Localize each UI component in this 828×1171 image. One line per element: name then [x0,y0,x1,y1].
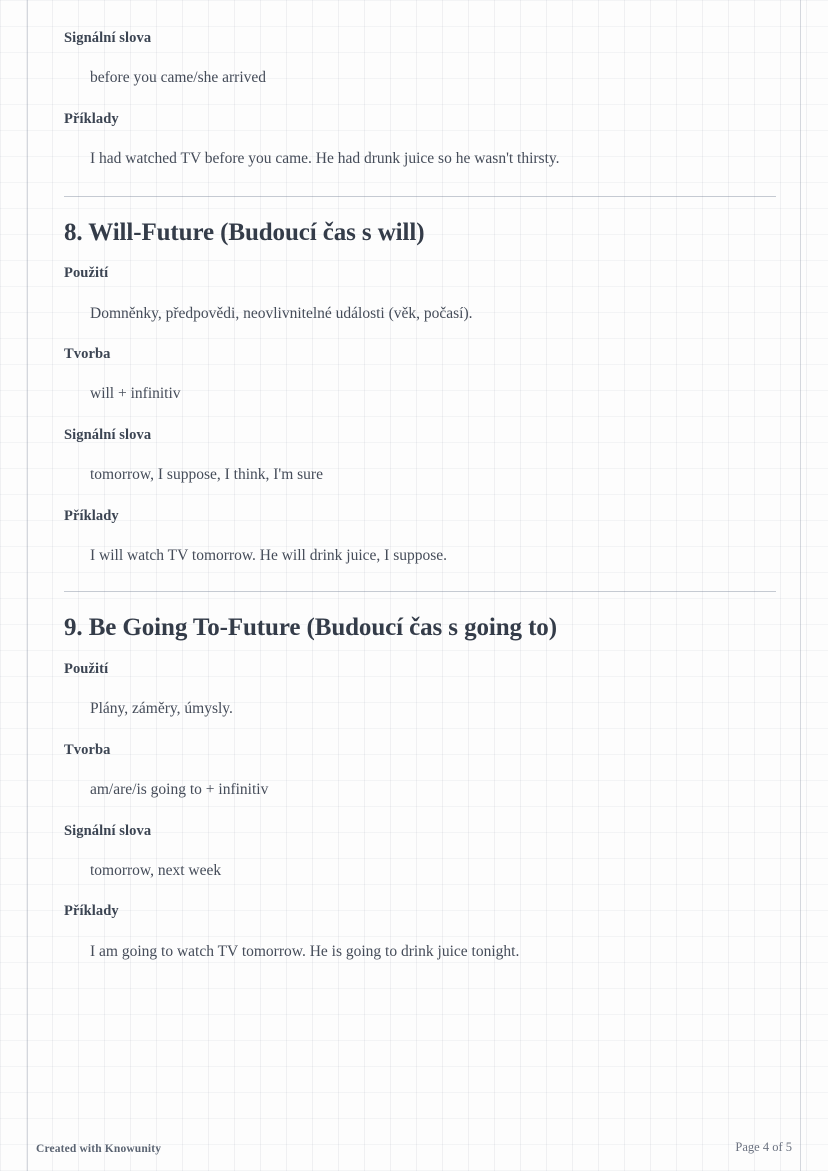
page-footer [0,1133,828,1155]
entry-value: I had watched TV before you came. He had drunk juice so he wasn't thirsty. [90,150,560,168]
entry-value: Plány, záměry, úmysly. [90,700,233,718]
page-frame-right-line [800,0,801,1171]
entry-value: before you came/she arrived [90,69,267,87]
document-content [64,30,776,961]
entry-value: tomorrow, next week [90,862,222,880]
entry-label: Příklady [64,110,119,127]
entry-label: Použití [64,661,109,678]
footer-credit: Created with Knowunity [36,1143,162,1155]
page-frame-left-line [27,0,28,1171]
entry-value: I will watch TV tomorrow. He will drink juice, I suppose. [90,546,448,564]
entry-value: Domněnky, předpovědi, neovlivnitelné události (věk, počasí). [90,304,473,322]
entry-value: tomorrow, I suppose, I think, I'm sure [90,466,323,484]
entry-label: Signální slova [64,822,152,839]
section-8 [64,219,776,566]
section-9 [64,614,776,961]
entry-label: Tvorba [64,346,111,363]
entry-value: will + infinitiv [90,385,181,403]
entry-label: Signální slova [64,426,152,443]
section-7-tail [64,30,776,169]
entry-label: Příklady [64,903,119,920]
entry-label: Signální slova [64,30,152,46]
section-title: 9. Be Going To-Future (Budoucí čas s going to) [64,614,557,642]
section-title: 8. Will-Future (Budoucí čas s will) [64,218,425,246]
entry-label: Tvorba [64,741,111,758]
entry-label: Použití [64,265,109,282]
footer-page-indicator: Page 4 of 5 [735,1140,792,1154]
entry-value: am/are/is going to + infinitiv [90,781,269,799]
entry-label: Příklady [64,507,119,524]
entry-value: I am going to watch TV tomorrow. He is going to drink juice tonight. [90,942,520,960]
